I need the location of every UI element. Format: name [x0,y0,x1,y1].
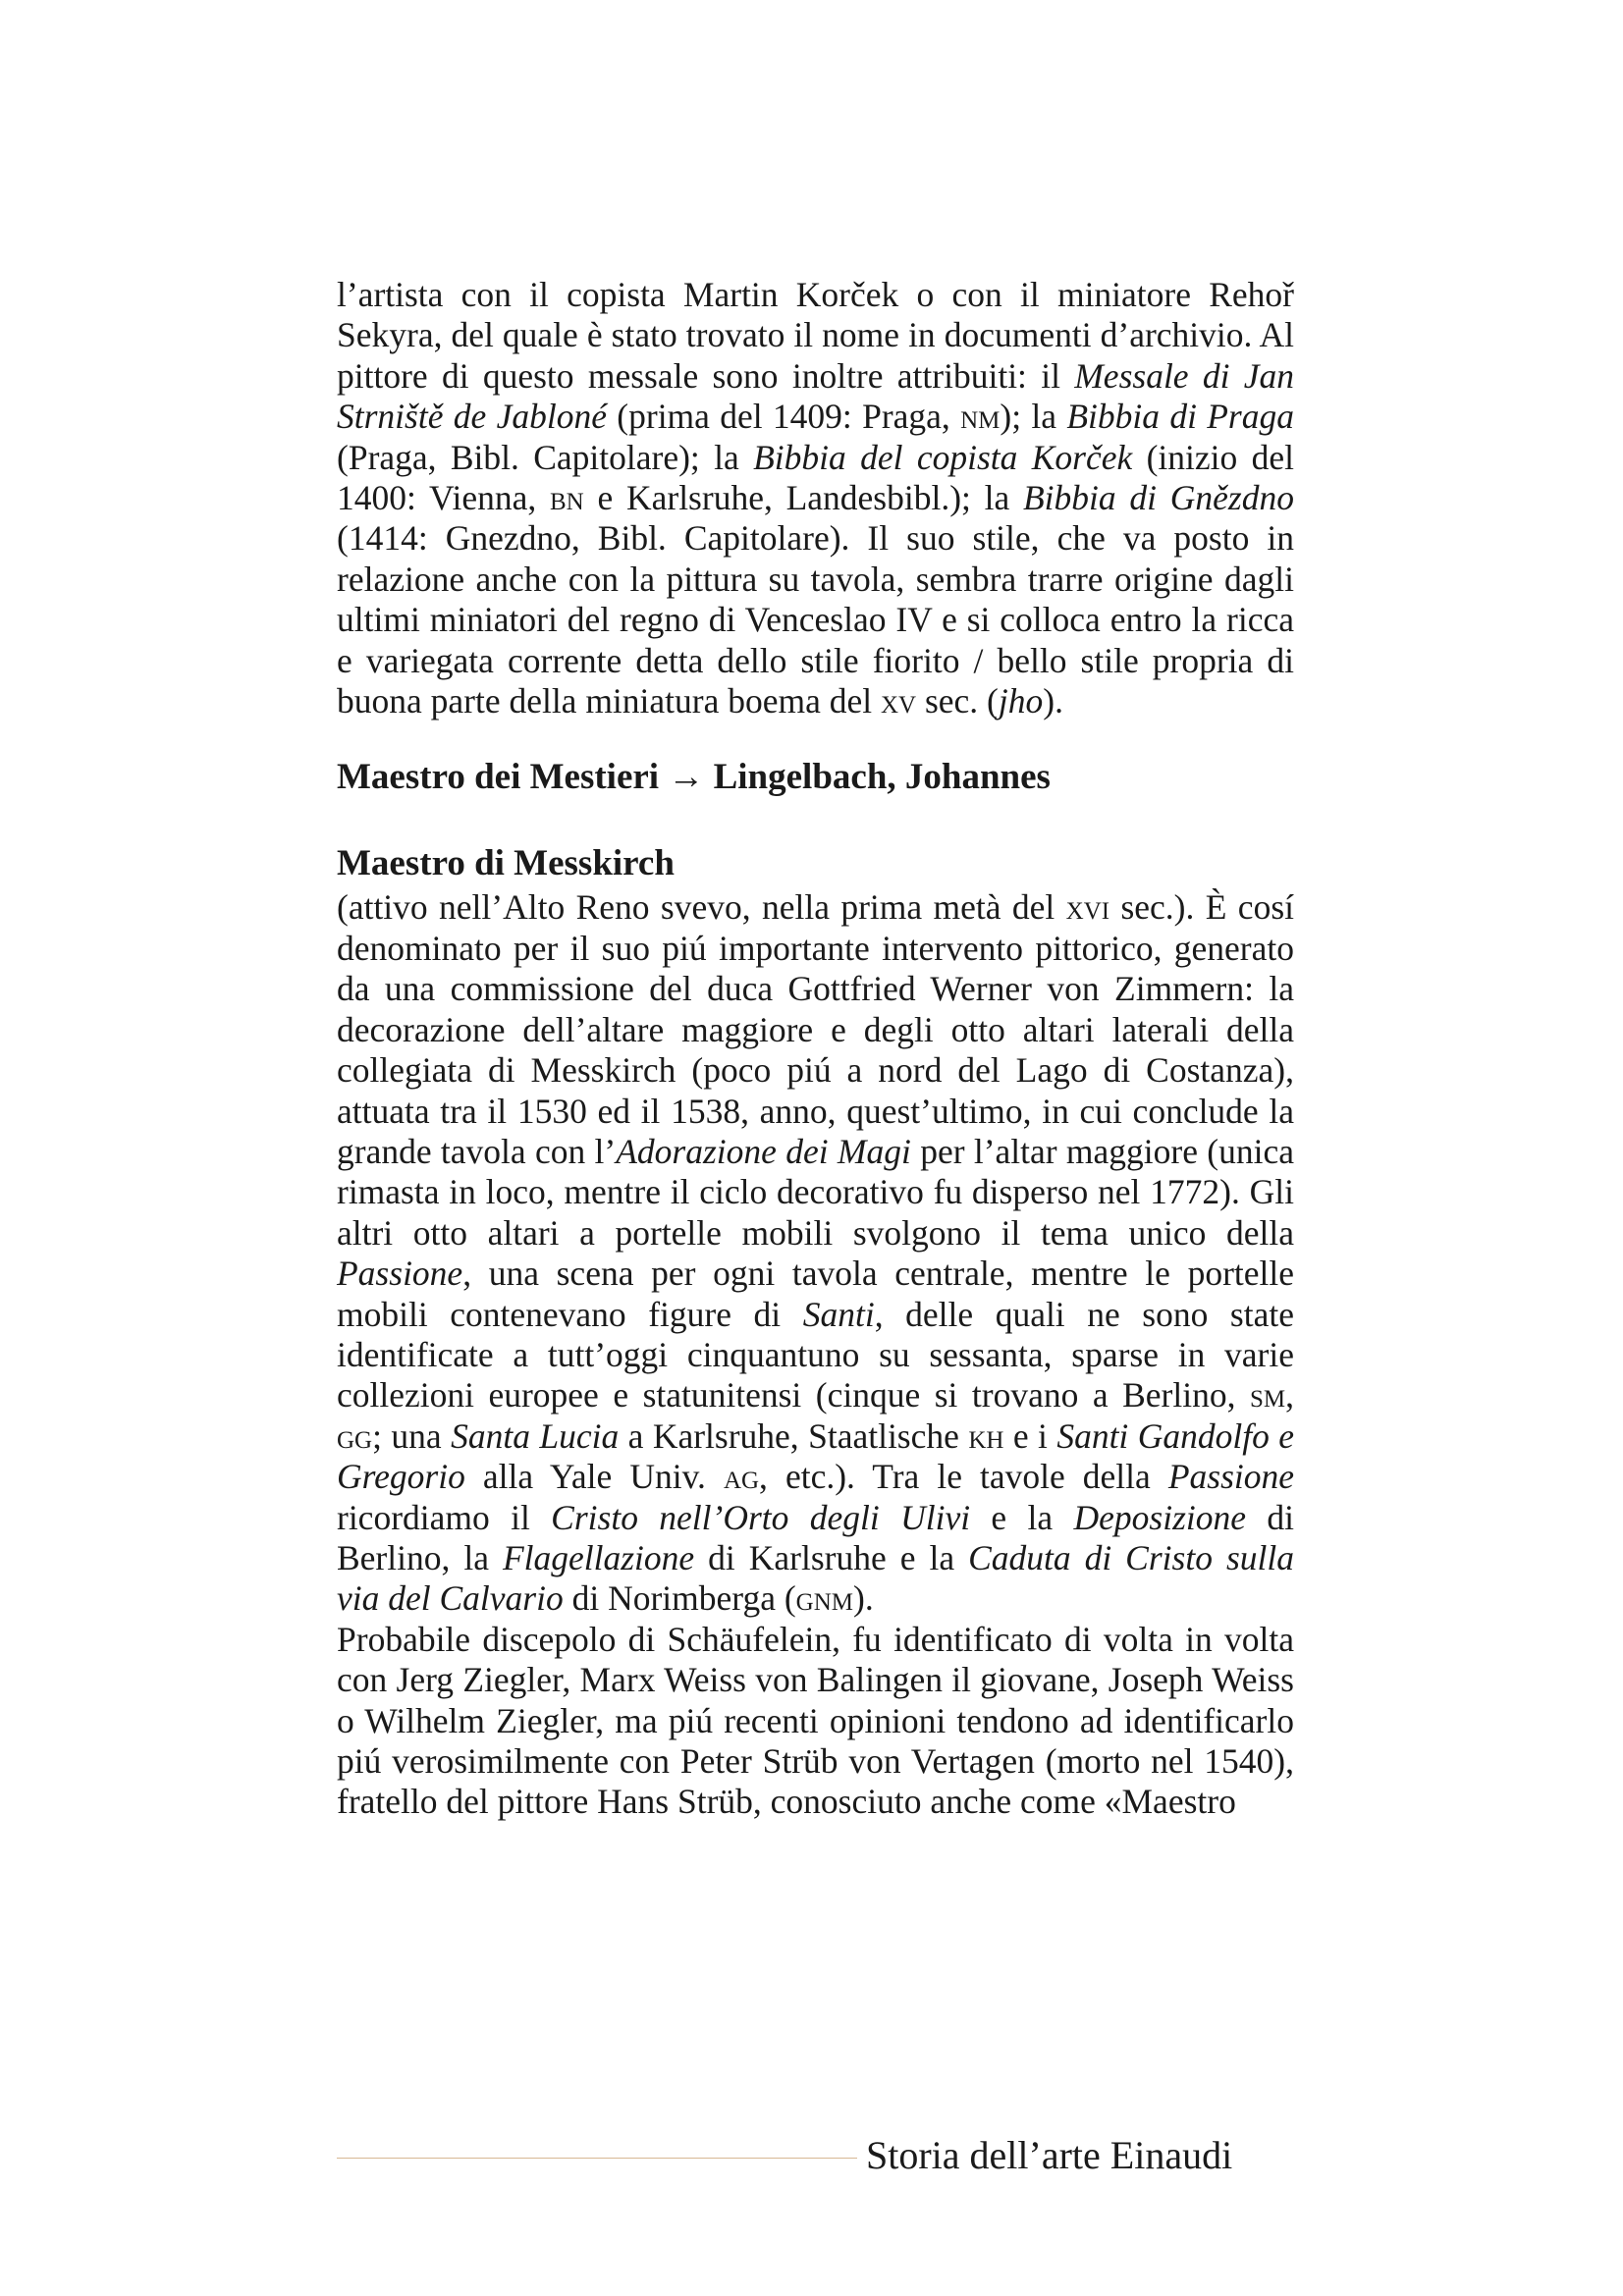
work-title: Adorazione dei Magi [616,1131,911,1171]
entry-heading-maestro-dei-mestieri [337,756,1294,799]
footer-rule [337,2158,857,2159]
museum-abbreviation: nm [960,397,1001,437]
museum-abbreviation: ag [723,1457,760,1497]
work-title: Passione [337,1254,463,1294]
page-body [337,275,1294,1823]
work-title: Santa Lucia [451,1415,620,1456]
work-title: Santi Gandolfo e Gregorio [337,1415,1294,1497]
entry-messkirch-paragraph-2: Probabile discepolo di Schäufelein, fu identificato di volta in volta con Jerg Ziegler, Marx Weiss von Balingen il giovane, Joseph Weiss o Wilhelm Ziegler, ma piú recenti opinioni tendono ad identificarlo piú verosimilmente con Peter Strüb von Vertagen (morto nel 1540), fratello del pittore Hans Strüb, conosciuto anche come «Maestro [337,1619,1294,1822]
museum-abbreviation: kh [968,1415,1004,1456]
museum-abbreviation: gnm [795,1578,854,1619]
entry-continuation-paragraph: l’artista con il copista Martin Korček o con il miniatore Rehoř Sekyra, del quale è stato trovato il nome in documenti d’archivio. Al pittore di questo messale sono inoltre attribuiti: il Messale di Jan Strniště de Jabloné (prima del 1409: Praga, nm); la Bibbia di Praga (Praga, Bibl. Capitolare); la Bibbia del copista Korček (inizio del 1400: Vienna, bn e Karlsruhe, Landesbibl.); la Bibbia di Gnězdno (1414: Gnezdno, Bibl. Capitolare). Il suo stile, che va posto in relazione anche con la pittura su tavola, sembra trarre origine dagli ultimi miniatori del regno di Venceslao IV e si colloca entro la ricca e variegata corrente detta dello stile fiorito / bello stile propria di buona parte della miniatura boema del xv sec. (jho). [337,275,1295,721]
work-title: Bibbia di Gnězdno [1023,478,1294,518]
work-title: Messale di Jan Strniště de Jabloné [337,355,1295,437]
work-title: Bibbia del copista Korček [753,437,1133,477]
museum-abbreviation: sm [1249,1375,1286,1415]
entry-messkirch-paragraph-1: (attivo nell’Alto Reno svevo, nella prima metà del xvi sec.). È cosí denominato per il suo piú importante intervento pittorico, generato da una commissione del duca Gottfried Werner von Zimmern: la decorazione dell’altare maggiore e degli otto altari laterali della collegiata di Messkirch (poco piú a nord del Lago di Costanza), attuata tra il 1530 ed il 1538, anno, quest’ultimo, in cui conclude la grande tavola con l’Adorazione dei Magi per l’altar maggiore (unica rimasta in loco, mentre il ciclo decorativo fu disperso nel 1772). Gli altri otto altari a portelle mobili svolgono il tema unico della Passione, una scena per ogni tavola centrale, mentre le portelle mobili contenevano figure di Santi, delle quali ne sono state identificate a tutt’oggi cinquantuno su sessanta, sparse in varie collezioni europee e statunitensi (cinque si trovano a Berlino, sm, gg; una Santa Lucia a Karlsruhe, Staatlische kh e i Santi Gandolfo e Gregorio alla Yale Univ. ag, etc.). Tra le tavole della Passione ricordiamo il Cristo nell’Orto degli Ulivi e la Deposizione di Berlino, la Flagellazione di Karlsruhe e la Caduta di Cristo sulla via del Calvario di Norimberga (gnm). [337,887,1295,1619]
work-title: Caduta di Cristo sulla via del Calvario [337,1537,1294,1619]
work-title: Cristo nell’Orto degli Ulivi [551,1497,971,1537]
work-title: Deposizione [1073,1497,1247,1537]
museum-abbreviation: bn [549,478,584,518]
author-initials: jho [998,681,1044,721]
work-title: Santi [802,1294,875,1334]
footer-publisher: Storia dell’arte Einaudi [866,2133,1233,2177]
century-numeral: xvi [1065,887,1110,928]
entry-heading-maestro-di-messkirch [337,842,1294,885]
cross-reference-target: Lingelbach, Johannes [713,757,1051,798]
century-numeral: xv [880,681,917,721]
entry-title: Maestro di Messkirch [337,843,675,884]
museum-abbreviation: gg [337,1415,373,1456]
cross-reference-arrow: → [668,757,705,798]
work-title: Passione [1167,1457,1295,1497]
work-title: Flagellazione [502,1537,695,1577]
work-title: Bibbia di Praga [1066,397,1294,437]
entry-title: Maestro dei Mestieri [337,757,660,798]
